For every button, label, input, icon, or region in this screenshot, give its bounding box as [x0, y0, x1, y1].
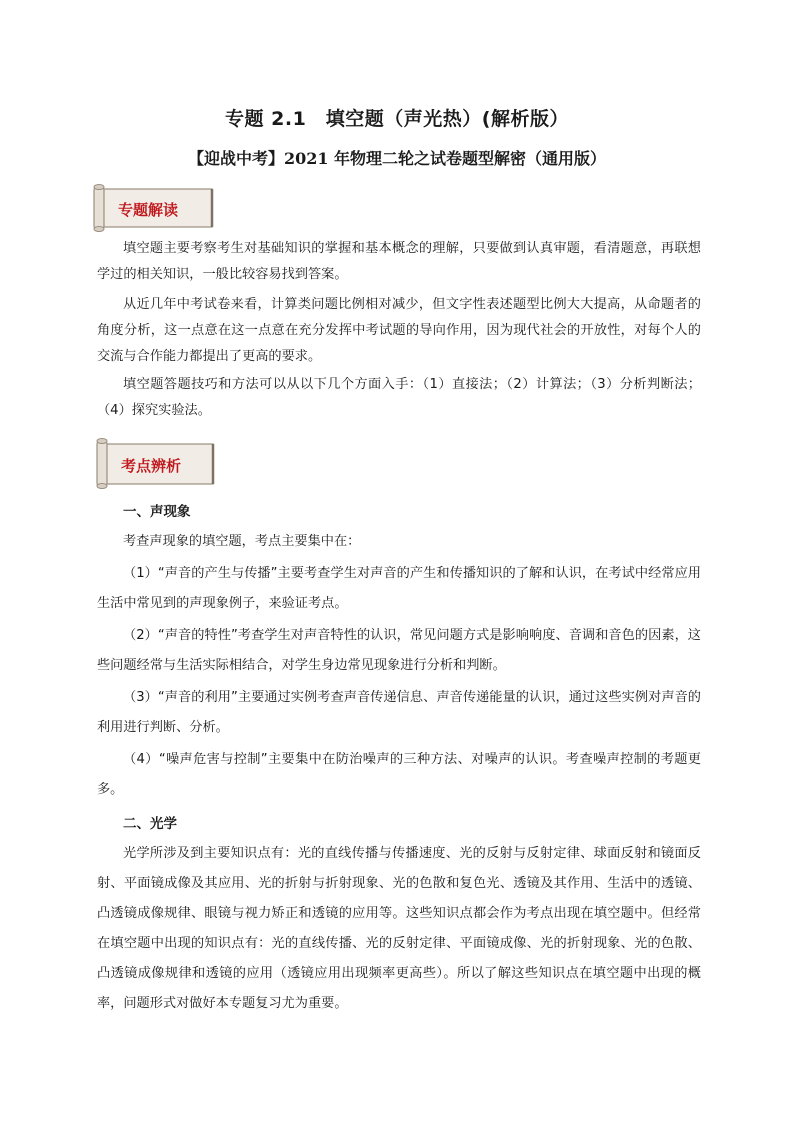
sound-item-2: （2）“声音的特性”考查学生对声音特性的认识，常见问题方式是影响响度、音调和音色的因素，这些问题经常与生活实际相结合，对学生身边常见现象进行分析和判断。 — [97, 628, 701, 673]
section-heading-sound: 一、声现象 — [123, 504, 191, 520]
interpretation-banner — [88, 183, 218, 233]
analysis-banner — [91, 436, 219, 490]
intro-paragraph-1: 填空题主要考察考生对基础知识的掌握和基本概念的理解，只要做到认真审题，看清题意，再联想学过的相关知识，一般比较容易找到答案。 — [97, 241, 701, 282]
page-subtitle: 【迎战中考】2021 年物理二轮之试卷题型解密（通用版） — [187, 149, 607, 168]
optics-paragraph: 光学所涉及到主要知识点有：光的直线传播与传播速度、光的反射与反射定律、球面反射和镜面反射、平面镜成像及其应用、光的折射与折射现象、光的色散和复色光、透镜及其作用、生活中的透镜、凸透镜成像规律、眼镜与视力矫正和透镜的应用等。这些知识点都会作为考点出现在填空题中。但经常在填空题中出现的知识点有：光的直线传播、光的反射定律、平面镜成像、光的折射现象、光的色散、凸透镜成像规律和透镜的应用（透镜应用出现频率更高些）。所以了解这些知识点在填空题中出现的概率，问题形式对做好本专题复习尤为重要。 — [97, 846, 701, 1011]
intro-paragraph-2: 从近几年中考试卷来看，计算类问题比例相对减少，但文字性表述题型比例大大提高，从命题者的角度分析，这一点意在这一点意在充分发挥中考试题的导向作用，因为现代社会的开放性，对每个人的交流与合作能力都提出了更高的要求。 — [97, 297, 701, 364]
page-title: 专题 2.1 填空题（声光热）(解析版） — [225, 108, 569, 130]
sound-item-1: （1）“声音的产生与传播”主要考查学生对声音的产生和传播知识的了解和认识，在考试中经常应用生活中常见到的声现象例子，来验证考点。 — [97, 566, 701, 611]
sound-item-3: （3）“声音的利用”主要通过实例考查声音传递信息、声音传递能量的认识，通过这些实例对声音的利用进行判断、分析。 — [97, 690, 701, 735]
intro-paragraph-3: 填空题答题技巧和方法可以从以下几个方面入手：（1）直接法；（2）计算法；（3）分析判断法；（4）探究实验法。 — [97, 377, 701, 418]
sound-lead: 考查声现象的填空题，考点主要集中在： — [123, 534, 361, 549]
sound-item-4: （4）“噪声危害与控制”主要集中在防治噪声的三种方法、对噪声的认识。考查噪声控制的考题更多。 — [97, 752, 701, 797]
section-heading-optics: 二、光学 — [123, 816, 177, 832]
interpretation-banner-label: 专题解读 — [118, 201, 179, 219]
analysis-banner-label: 考点辨析 — [121, 457, 182, 475]
